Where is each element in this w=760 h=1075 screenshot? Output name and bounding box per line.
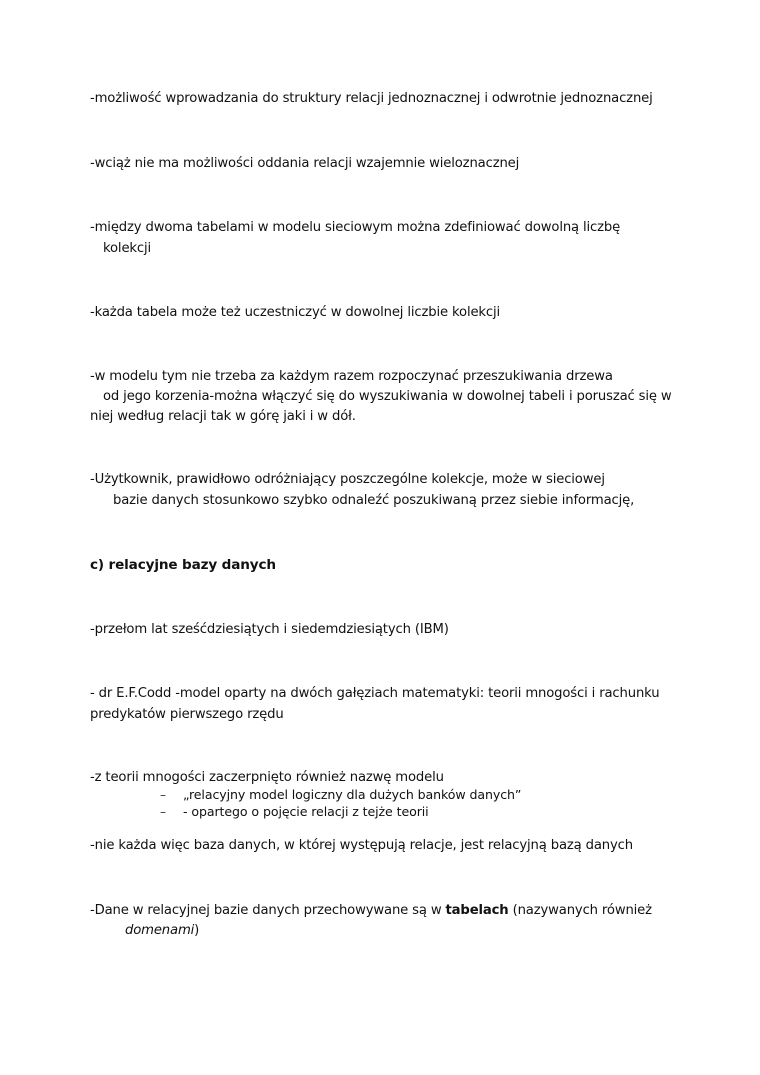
bullet-dash-icon: – — [160, 788, 166, 802]
text-run: -Dane w relacyjnej bazie danych przechowywane są w — [90, 903, 446, 918]
bullet-dash-icon: – — [160, 805, 166, 819]
paragraph-line: - dr E.F.Codd -model oparty na dwóch gałęziach matematyki: teorii mnogości i rachunku — [90, 686, 660, 701]
paragraph-line: -nie każda więc baza danych, w której występują relacje, jest relacyjną bazą danych — [90, 838, 633, 853]
paragraph-line: -każda tabela może też uczestniczyć w dowolnej liczbie kolekcji — [90, 305, 501, 320]
italic-term: domenami — [125, 923, 195, 938]
paragraph-line: -w modelu tym nie trzeba za każdym razem rozpoczynać przeszukiwania drzewa — [90, 369, 613, 384]
paragraph-line: od jego korzenia-można włączyć się do wyszukiwania w dowolnej tabeli i poruszać się w — [103, 389, 672, 404]
paragraph-line: bazie danych stosunkowo szybko odnaleźć poszukiwaną przez siebie informację, — [113, 493, 635, 508]
section-heading: c) relacyjne bazy danych — [90, 557, 276, 573]
paragraph-line: -Użytkownik, prawidłowo odróżniający poszczególne kolekcje, może w sieciowej — [90, 472, 605, 487]
text-run: (nazywanych również — [508, 903, 652, 918]
paragraph-line: niej według relacji tak w górę jaki i w dół. — [90, 409, 356, 424]
paragraph-line: kolekcji — [103, 241, 152, 256]
bullet-item: - opartego o pojęcie relacji z tejże teorii — [183, 804, 429, 819]
paragraph-line — [90, 901, 652, 921]
paragraph-line: -z teorii mnogości zaczerpnięto również nazwę modelu — [90, 770, 444, 785]
paragraph-line: -przełom lat sześćdziesiątych i siedemdziesiątych (IBM) — [90, 622, 449, 637]
bullet-item: „relacyjny model logiczny dla dużych banków danych” — [183, 787, 522, 802]
paragraph-line: predykatów pierwszego rzędu — [90, 707, 284, 722]
paragraph-line: -możliwość wprowadzania do struktury relacji jednoznacznej i odwrotnie jednoznacznej — [90, 91, 653, 106]
paragraph-line — [125, 921, 199, 941]
text-run: ) — [194, 923, 200, 938]
paragraph-line: -wciąż nie ma możliwości oddania relacji wzajemnie wieloznacznej — [90, 156, 520, 171]
bold-term: tabelach — [445, 903, 509, 918]
paragraph-line: -między dwoma tabelami w modelu sieciowym można zdefiniować dowolną liczbę — [90, 220, 621, 235]
